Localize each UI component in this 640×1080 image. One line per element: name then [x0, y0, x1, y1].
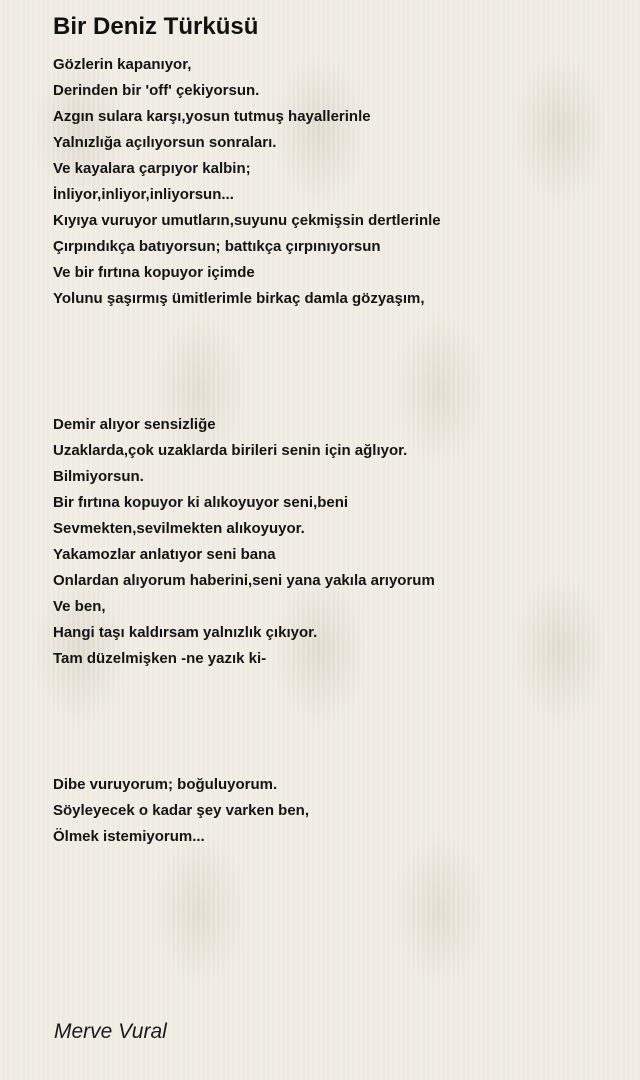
verse-line: Yolunu şaşırmış ümitlerimle birkaç damla gözyaşım,: [53, 290, 425, 307]
verse-line: Demir alıyor sensizliğe: [53, 416, 216, 433]
verse-line: Söyleyecek o kadar şey varken ben,: [53, 802, 309, 819]
verse-line: Dibe vuruyorum; boğuluyorum.: [53, 776, 278, 793]
poem-title: Bir Deniz Türküsü: [53, 13, 259, 40]
author-name: Merve Vural: [54, 1020, 167, 1043]
verse-line: Çırpındıkça batıyorsun; battıkça çırpınıyorsun: [53, 238, 381, 255]
verse-line: Gözlerin kapanıyor,: [53, 56, 192, 73]
stanza-2: [53, 412, 435, 672]
verse-line: İnliyor,inliyor,inliyorsun...: [53, 186, 234, 203]
verse-line: Ve kayalara çarpıyor kalbin;: [53, 160, 251, 177]
verse-line: Yalnızlığa açılıyorsun sonraları.: [53, 134, 277, 151]
verse-line: Sevmekten,sevilmekten alıkoyuyor.: [53, 520, 305, 537]
stanza-3: [53, 772, 309, 850]
verse-line: Derinden bir 'off' çekiyorsun.: [53, 82, 260, 99]
verse-line: Hangi taşı kaldırsam yalnızlık çıkıyor.: [53, 624, 318, 641]
verse-line: Ve ben,: [53, 598, 106, 615]
verse-line: Yakamozlar anlatıyor seni bana: [53, 546, 276, 563]
verse-line: Azgın sulara karşı,yosun tutmuş hayallerinle: [53, 108, 371, 125]
verse-line: Kıyıya vuruyor umutların,suyunu çekmişsin dertlerinle: [53, 212, 441, 229]
verse-line: Tam düzelmişken -ne yazık ki-: [53, 650, 267, 667]
verse-line: Bir fırtına kopuyor ki alıkoyuyor seni,beni: [53, 494, 349, 511]
verse-line: Uzaklarda,çok uzaklarda birileri senin için ağlıyor.: [53, 442, 408, 459]
verse-line: Ve bir fırtına kopuyor içimde: [53, 264, 255, 281]
verse-line: Onlardan alıyorum haberini,seni yana yakıla arıyorum: [53, 572, 435, 589]
verse-line: Ölmek istemiyorum...: [53, 828, 205, 845]
stanza-1: [53, 52, 441, 312]
verse-line: Bilmiyorsun.: [53, 468, 144, 485]
